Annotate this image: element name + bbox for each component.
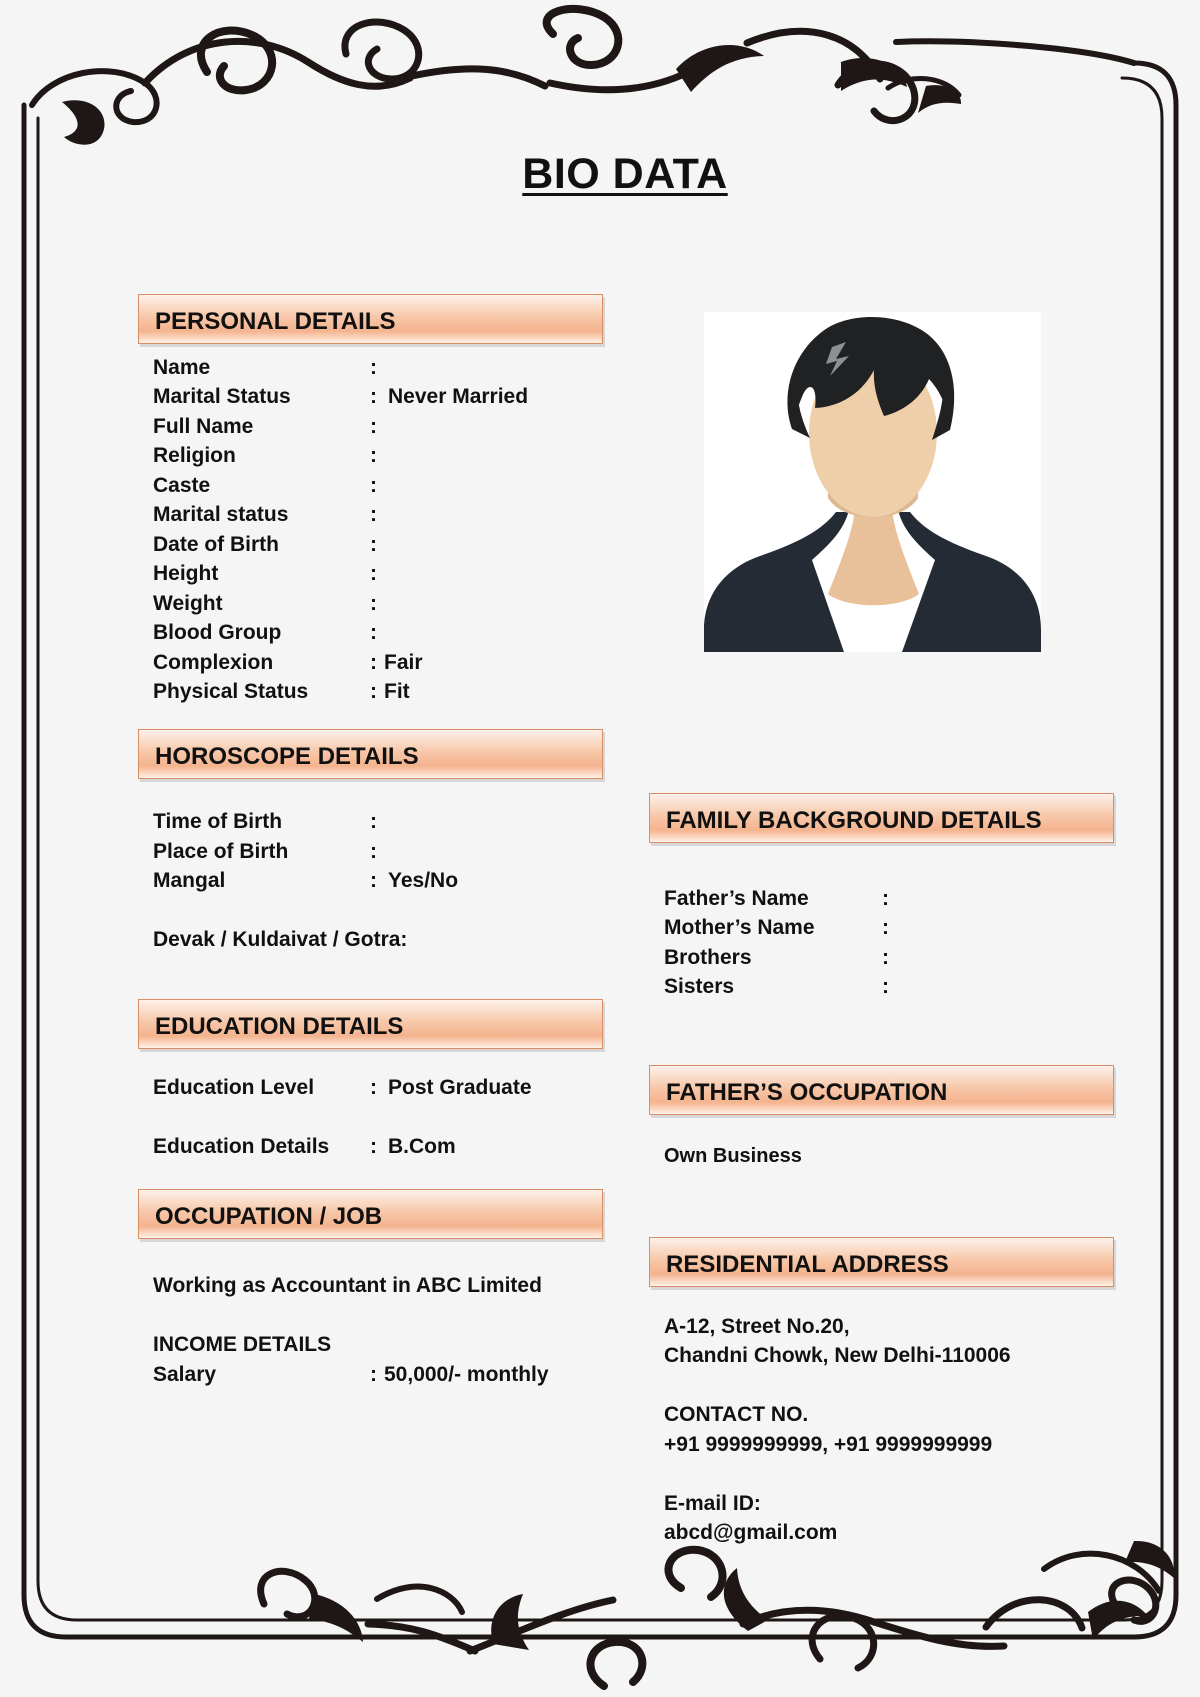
personal-height-colon: : — [370, 562, 377, 585]
father-occupation-value: Own Business — [664, 1145, 802, 1167]
occupation-job-heading: OCCUPATION / JOB — [138, 1189, 603, 1239]
horoscope-mangal-value: Yes/No — [388, 869, 459, 892]
family-mother-name-label: Mother’s Name — [664, 916, 815, 939]
horoscope-mangal-label: Mangal — [153, 869, 226, 892]
family-mother-name-colon: : — [882, 916, 889, 939]
personal-marital-status-value: Never Married — [388, 385, 529, 408]
personal-marital-status-label: Marital Status — [153, 385, 291, 408]
education-details-heading: EDUCATION DETAILS — [138, 999, 603, 1049]
salary-value: 50,000/- monthly — [384, 1363, 549, 1386]
horoscope-time-of-birth-colon: : — [370, 810, 377, 833]
personal-weight-colon: : — [370, 592, 377, 615]
education-details-colon: : — [370, 1135, 377, 1158]
family-brothers-label: Brothers — [664, 946, 752, 969]
horoscope-mangal-colon: : — [370, 869, 377, 892]
family-father-name-colon: : — [882, 887, 889, 910]
personal-complexion-value: Fair — [384, 651, 423, 674]
occupation-description: Working as Accountant in ABC Limited — [153, 1274, 542, 1297]
personal-date-of-birth-colon: : — [370, 533, 377, 556]
contact-number-heading: CONTACT NO. — [664, 1403, 809, 1426]
residential-address-heading: RESIDENTIAL ADDRESS — [649, 1237, 1114, 1287]
education-details-value: B.Com — [388, 1135, 456, 1158]
address-line-1: A-12, Street No.20, — [664, 1315, 850, 1338]
personal-blood-group-label: Blood Group — [153, 621, 282, 644]
family-background-details-heading: FAMILY BACKGROUND DETAILS — [649, 793, 1114, 843]
education-level-label: Education Level — [153, 1076, 315, 1099]
personal-details-heading: PERSONAL DETAILS — [138, 294, 603, 344]
person-avatar-icon — [704, 312, 1041, 652]
personal-weight-label: Weight — [153, 592, 223, 615]
personal-full-name-label: Full Name — [153, 415, 254, 438]
horoscope-details-heading: HOROSCOPE DETAILS — [138, 729, 603, 779]
personal-religion-label: Religion — [153, 444, 236, 467]
personal-complexion-label: Complexion — [153, 651, 274, 674]
family-brothers-colon: : — [882, 946, 889, 969]
personal-date-of-birth-label: Date of Birth — [153, 533, 279, 556]
education-details-label: Education Details — [153, 1135, 330, 1158]
salary-label: Salary — [153, 1363, 217, 1386]
personal-physical-status-label: Physical Status — [153, 680, 309, 703]
income-details-heading: INCOME DETAILS — [153, 1333, 332, 1356]
personal-marital-status-colon: : — [370, 385, 377, 408]
personal-name-label: Name — [153, 356, 211, 379]
personal-full-name-colon: : — [370, 415, 377, 438]
email-heading: E-mail ID: — [664, 1492, 761, 1515]
page-title: BIO DATA — [522, 150, 728, 198]
personal-caste-label: Caste — [153, 474, 211, 497]
family-sisters-label: Sisters — [664, 975, 735, 998]
personal-name-colon: : — [370, 356, 377, 379]
horoscope-place-of-birth-colon: : — [370, 840, 377, 863]
personal-marital-status-secondary-colon: : — [370, 503, 377, 526]
horoscope-place-of-birth-label: Place of Birth — [153, 840, 289, 863]
contact-numbers: +91 9999999999, +91 9999999999 — [664, 1433, 993, 1456]
personal-complexion-colon: : — [370, 651, 377, 674]
family-father-name-label: Father’s Name — [664, 887, 809, 910]
personal-physical-status-colon: : — [370, 680, 377, 703]
father-occupation-heading: FATHER’S OCCUPATION — [649, 1065, 1114, 1115]
personal-religion-colon: : — [370, 444, 377, 467]
personal-caste-colon: : — [370, 474, 377, 497]
personal-height-label: Height — [153, 562, 219, 585]
personal-marital-status-secondary-label: Marital status — [153, 503, 289, 526]
horoscope-gotra-line: Devak / Kuldaivat / Gotra: — [153, 928, 408, 951]
personal-physical-status-value: Fit — [384, 680, 410, 703]
personal-blood-group-colon: : — [370, 621, 377, 644]
salary-colon: : — [370, 1363, 377, 1386]
family-sisters-colon: : — [882, 975, 889, 998]
email-value: abcd@gmail.com — [664, 1521, 838, 1544]
education-level-colon: : — [370, 1076, 377, 1099]
education-level-value: Post Graduate — [388, 1076, 532, 1099]
address-line-2: Chandni Chowk, New Delhi-110006 — [664, 1344, 1011, 1367]
horoscope-time-of-birth-label: Time of Birth — [153, 810, 283, 833]
